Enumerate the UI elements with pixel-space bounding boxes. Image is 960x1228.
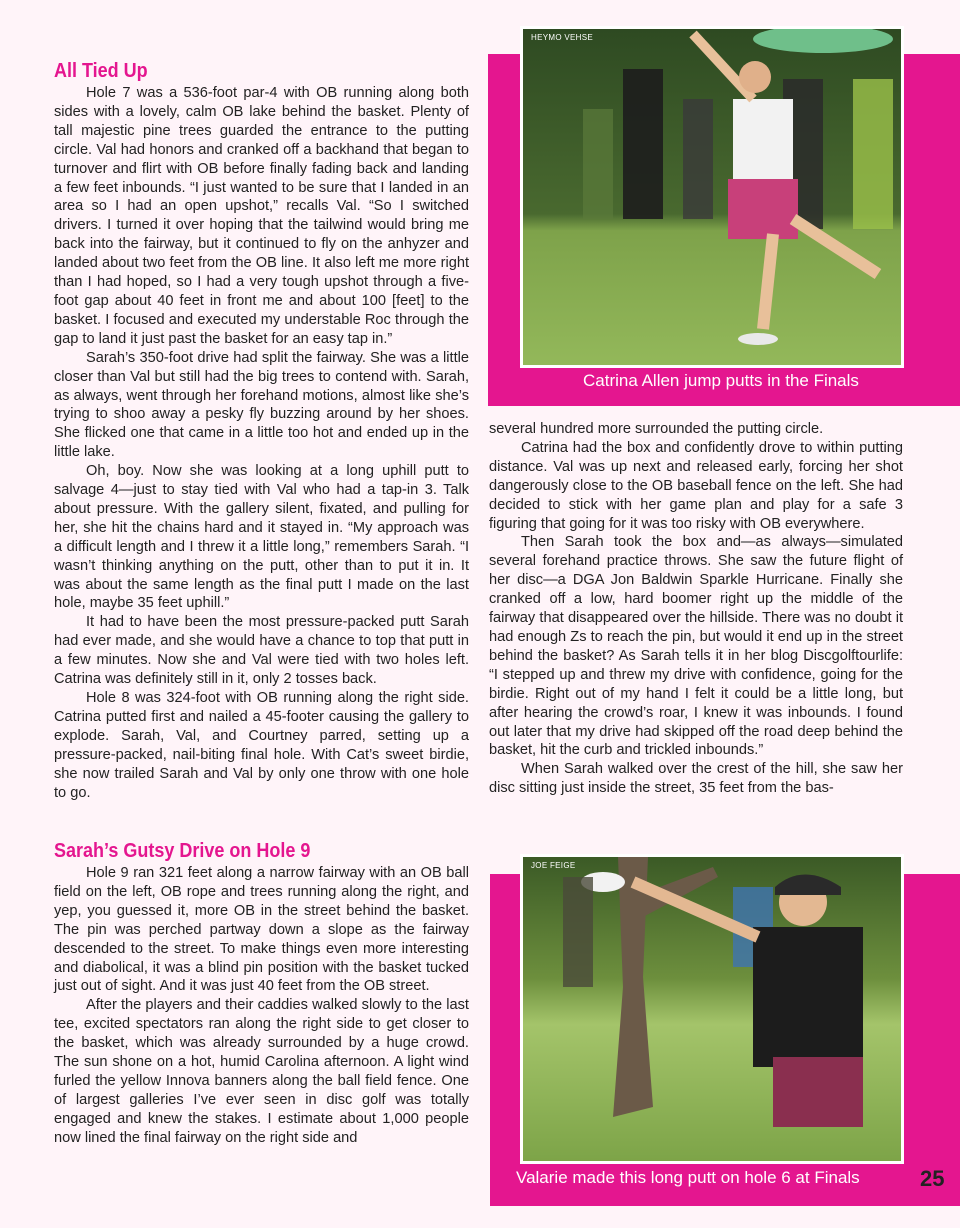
section-heading-all-tied-up: All Tied Up [54, 60, 148, 82]
paragraph: Then Sarah took the box and—as always—simulated several forehand practice throws. She saw the future flight of her disc—a DGA Jon Baldwin Sparkle Hurricane. Finally she cranked off a low, hard boomer right up the middle of the fairway that disappeared over the hillside. There was no doubt it had enough Zs to reach the pin, but would it end up in the street behind the basket? As Sarah tells it in her blog Discgolftourlife: “I stepped up and threw my drive with confidence, going for the birdie. Right out of my hand I felt it could be a little long, but after hearing the crowd’s roar, I knew it was inbounds. I found out later that my drive had skipped off the road deep behind the basket, hit the curb and trickled inbounds.” [489, 534, 903, 759]
photo-valarie-long-putt [523, 857, 901, 1161]
photo-credit: JOE FEIGE [531, 861, 576, 870]
paragraph: Hole 9 ran 321 feet along a narrow fairway with an OB ball field on the left, OB rope and trees running along the right, and yep, you guessed it, more OB in the street behind the basket. The pin was perched partway down a slope as the fairway descended to the street. To make things even more interesting and diabolical, it was a blind pin position with the basket tucked just out of sight. And it was just 40 feet from the OB street. [54, 865, 469, 995]
photo-catrina-jump-putt [523, 29, 901, 365]
paragraph: several hundred more surrounded the putting circle. [489, 421, 824, 437]
section-heading-gutsy-drive: Sarah’s Gutsy Drive on Hole 9 [54, 840, 311, 862]
page-number: 25 [920, 1166, 945, 1191]
article-column-right [489, 420, 903, 798]
photo-credit: HEYMO VEHSE [531, 33, 593, 42]
article-column-left-lower [54, 864, 469, 1148]
article-column-left [54, 84, 469, 802]
paragraph: After the players and their caddies walked slowly to the last tee, excited spectators ran along the right side to get closer to the basket, which was already surrounded by a huge crowd. The sun shone on a hot, humid Carolina afternoon. A light wind furled the yellow Innova banners along the ball field fence. One of largest galleries I’ve ever seen in disc golf was totally engaged and knew the stakes. I estimate about 1,000 people now lined the final fairway on the right side and [54, 997, 469, 1146]
photo-frame-top [520, 26, 904, 368]
paragraph: Catrina had the box and confidently drove to within putting distance. Val was up next and released early, forcing her shot dangerously close to the OB baseball fence on the left. She had decided to stick with her game plan and play for a safe 3 figuring that going for it was too risky with OB everywhere. [489, 439, 903, 532]
paragraph: It had to have been the most pressure-packed putt Sarah had ever made, and she would have a chance to top that putt in a few minutes. Now she and Val were tied with two holes left. Catrina was definitely still in it, only 2 tosses back. [54, 614, 469, 688]
paragraph: Hole 7 was a 536-foot par-4 with OB running along both sides with a lovely, calm OB lake behind the basket. Plenty of tall majestic pine trees guarded the entrance to the putting circle. Val had honors and cranked off a backhand that began to turnover and flirt with OB before finally fading back and landing a few feet inbounds. “I just wanted to be sure that I landed in an area so I had an open upshot,” recalls Val. “So I switched drivers. I turned it over hoping that the tailwind would bring me back into the fairway, but it continued to fly on the anhyzer and landed about two feet from the OB line. It also left me more right than I had hoped, so I had a very tough upshot through a five-foot gap about 40 feet in front me and about 100 [feet] to the basket. I focused and executed my understable Roc through the gap to land it just past the basket for an easy tap in.” [54, 85, 469, 347]
photo-frame-bottom [520, 854, 904, 1164]
photo-illustration [523, 857, 901, 1161]
photo-caption-bottom: Valarie made this long putt on hole 6 at Finals [516, 1168, 860, 1187]
paragraph: When Sarah walked over the crest of the hill, she saw her disc sitting just inside the street, 35 feet from the bas- [489, 761, 903, 797]
photo-caption-top: Catrina Allen jump putts in the Finals [583, 371, 859, 390]
photo-illustration [523, 29, 901, 365]
paragraph: Oh, boy. Now she was looking at a long uphill putt to salvage 4—just to stay tied with Val who had a tap-in 3. Talk about pressure. With the gallery silent, fixated, and pulling for her, she hit the chains hard and it stayed in. “My approach was a difficult length and I threw it a little long,” remembers Sarah. “I wasn’t thinking anything on the putt, other than to put it in. It was about the same length as the final putt I made on the last hole, maybe 35 feet uphill.” [54, 463, 469, 612]
paragraph: Sarah’s 350-foot drive had split the fairway. She was a little closer than Val but still had the big trees to contend with. Sarah, as always, went through her forehand motions, almost like she’s trying to shoo away a pesky fly buzzing around by her shoes. She flicked one that came in a little too hot and ended up in the little lake. [54, 349, 469, 461]
paragraph: Hole 8 was 324-foot with OB running along the right side. Catrina putted first and nailed a 45-footer causing the gallery to explode. Sarah, Val, and Courtney parred, setting up a pressure-packed, nail-biting final hole. With Cat’s sweet birdie, she now trailed Sarah and Val by only one throw with one hole to go. [54, 690, 469, 801]
